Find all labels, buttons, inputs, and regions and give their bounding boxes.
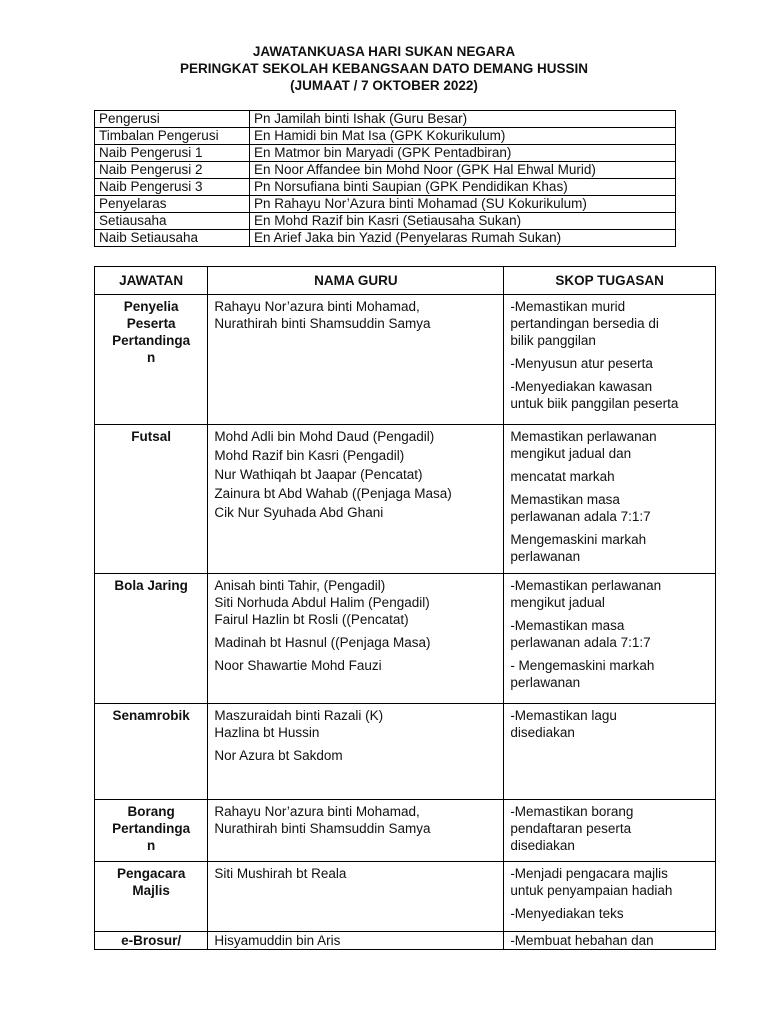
skop-tugasan-cell	[504, 704, 716, 800]
table-row	[95, 179, 676, 196]
committee-person: En Mohd Razif bin Kasri (Setiausaha Sukan)	[250, 213, 676, 230]
skop-tugasan-cell	[504, 800, 716, 862]
task-item: -Menyusun atur peserta	[510, 356, 653, 371]
duties-table	[94, 266, 716, 950]
task-item: -Memastikan perlawanan mengikut jadual	[510, 578, 662, 610]
task-item: Memastikan perlawanan mengikut jadual dan	[510, 429, 657, 461]
table-row	[95, 196, 676, 213]
committee-person: En Arief Jaka bin Yazid (Penyelaras Rumah Sukan)	[250, 230, 676, 247]
jawatan-cell: e-Brosur/	[95, 932, 208, 950]
table-row	[95, 574, 716, 704]
skop-tugasan-cell	[504, 862, 716, 932]
committee-role: Penyelaras	[95, 196, 250, 213]
title-line-3: (JUMAAT / 7 OKTOBER 2022)	[290, 78, 478, 93]
committee-person: En Noor Affandee bin Mohd Noor (GPK Hal Ehwal Murid)	[250, 162, 676, 179]
table-row	[95, 800, 716, 862]
task-item: Mengemaskini markah perlawanan	[510, 532, 647, 564]
nama-guru-cell: Maszuraidah binti Razali (K) Hazlina bt Hussin Nor Azura bt Sakdom	[208, 704, 504, 800]
column-header-nama-guru: NAMA GURU	[208, 267, 504, 295]
task-item: -Menyediakan kawasan untuk biik panggilan peserta	[510, 379, 679, 411]
table-row	[95, 145, 676, 162]
committee-role: Pengerusi	[95, 111, 250, 128]
committee-person: Pn Jamilah binti Ishak (Guru Besar)	[250, 111, 676, 128]
skop-tugasan-cell	[504, 425, 716, 574]
table-header-row	[95, 267, 716, 295]
jawatan-cell: Senamrobik	[95, 704, 208, 800]
committee-person: En Hamidi bin Mat Isa (GPK Kokurikulum)	[250, 128, 676, 145]
skop-tugasan-cell: -Membuat hebahan dan	[504, 932, 716, 950]
committee-table	[94, 110, 676, 247]
column-header-skop-tugasan: SKOP TUGASAN	[504, 267, 716, 295]
jawatan-cell: Penyelia Peserta Pertandinga n	[95, 295, 208, 425]
committee-person: Pn Rahayu Nor’Azura binti Mohamad (SU Kokurikulum)	[250, 196, 676, 213]
committee-role: Naib Pengerusi 3	[95, 179, 250, 196]
task-item: mencatat markah	[510, 469, 615, 484]
committee-person: Pn Norsufiana binti Saupian (GPK Pendidikan Khas)	[250, 179, 676, 196]
committee-role: Naib Setiausaha	[95, 230, 250, 247]
task-item: -Memastikan borang pendaftaran peserta disediakan	[510, 804, 634, 853]
table-row	[95, 230, 676, 247]
table-row	[95, 111, 676, 128]
jawatan-cell: Borang Pertandinga n	[95, 800, 208, 862]
committee-person: En Matmor bin Maryadi (GPK Pentadbiran)	[250, 145, 676, 162]
table-row	[95, 932, 716, 950]
table-row	[95, 704, 716, 800]
nama-guru-cell: Hisyamuddin bin Aris	[208, 932, 504, 950]
task-item: -Memastikan murid pertandingan bersedia di bilik panggilan	[510, 299, 659, 348]
committee-role: Setiausaha	[95, 213, 250, 230]
table-row	[95, 295, 716, 425]
task-item: -Memastikan lagu disediakan	[510, 708, 617, 740]
task-item: -Menjadi pengacara majlis untuk penyampaian hadiah	[510, 866, 673, 898]
title-line-1: JAWATANKUASA HARI SUKAN NEGARA	[252, 44, 516, 59]
task-item: -Memastikan masa perlawanan adala 7:1:7	[510, 618, 651, 650]
nama-guru-cell: Anisah binti Tahir, (Pengadil) Siti Norhuda Abdul Halim (Pengadil) Fairul Hazlin bt Rosli ((Pencatat) Madinah bt Hasnul ((Penjaga Masa) Noor Shawartie Mohd Fauzi	[208, 574, 504, 704]
committee-role: Naib Pengerusi 1	[95, 145, 250, 162]
jawatan-cell: Bola Jaring	[95, 574, 208, 704]
task-item: - Mengemaskini markah perlawanan	[510, 658, 655, 690]
nama-guru-cell: Rahayu Nor’azura binti Mohamad, Nurathirah binti Shamsuddin Samya	[208, 295, 504, 425]
nama-guru-cell: Siti Mushirah bt Reala	[208, 862, 504, 932]
column-header-jawatan: JAWATAN	[95, 267, 208, 295]
nama-guru-cell: Mohd Adli bin Mohd Daud (Pengadil) Mohd Razif bin Kasri (Pengadil) Nur Wathiqah bt Jaapar (Pencatat) Zainura bt Abd Wahab ((Penjaga Masa) Cik Nur Syuhada Abd Ghani	[208, 425, 504, 574]
document-title	[0, 43, 768, 94]
task-item: -Menyediakan teks	[510, 906, 624, 921]
table-row	[95, 425, 716, 574]
jawatan-cell: Futsal	[95, 425, 208, 574]
nama-guru-cell: Rahayu Nor’azura binti Mohamad, Nurathirah binti Shamsuddin Samya	[208, 800, 504, 862]
committee-role: Timbalan Pengerusi	[95, 128, 250, 145]
title-line-2: PERINGKAT SEKOLAH KEBANGSAAN DATO DEMANG HUSSIN	[179, 61, 589, 76]
table-row	[95, 862, 716, 932]
table-row	[95, 213, 676, 230]
skop-tugasan-cell	[504, 574, 716, 704]
table-row	[95, 128, 676, 145]
jawatan-cell: Pengacara Majlis	[95, 862, 208, 932]
committee-role: Naib Pengerusi 2	[95, 162, 250, 179]
skop-tugasan-cell	[504, 295, 716, 425]
table-row	[95, 162, 676, 179]
task-item: Memastikan masa perlawanan adala 7:1:7	[510, 492, 651, 524]
